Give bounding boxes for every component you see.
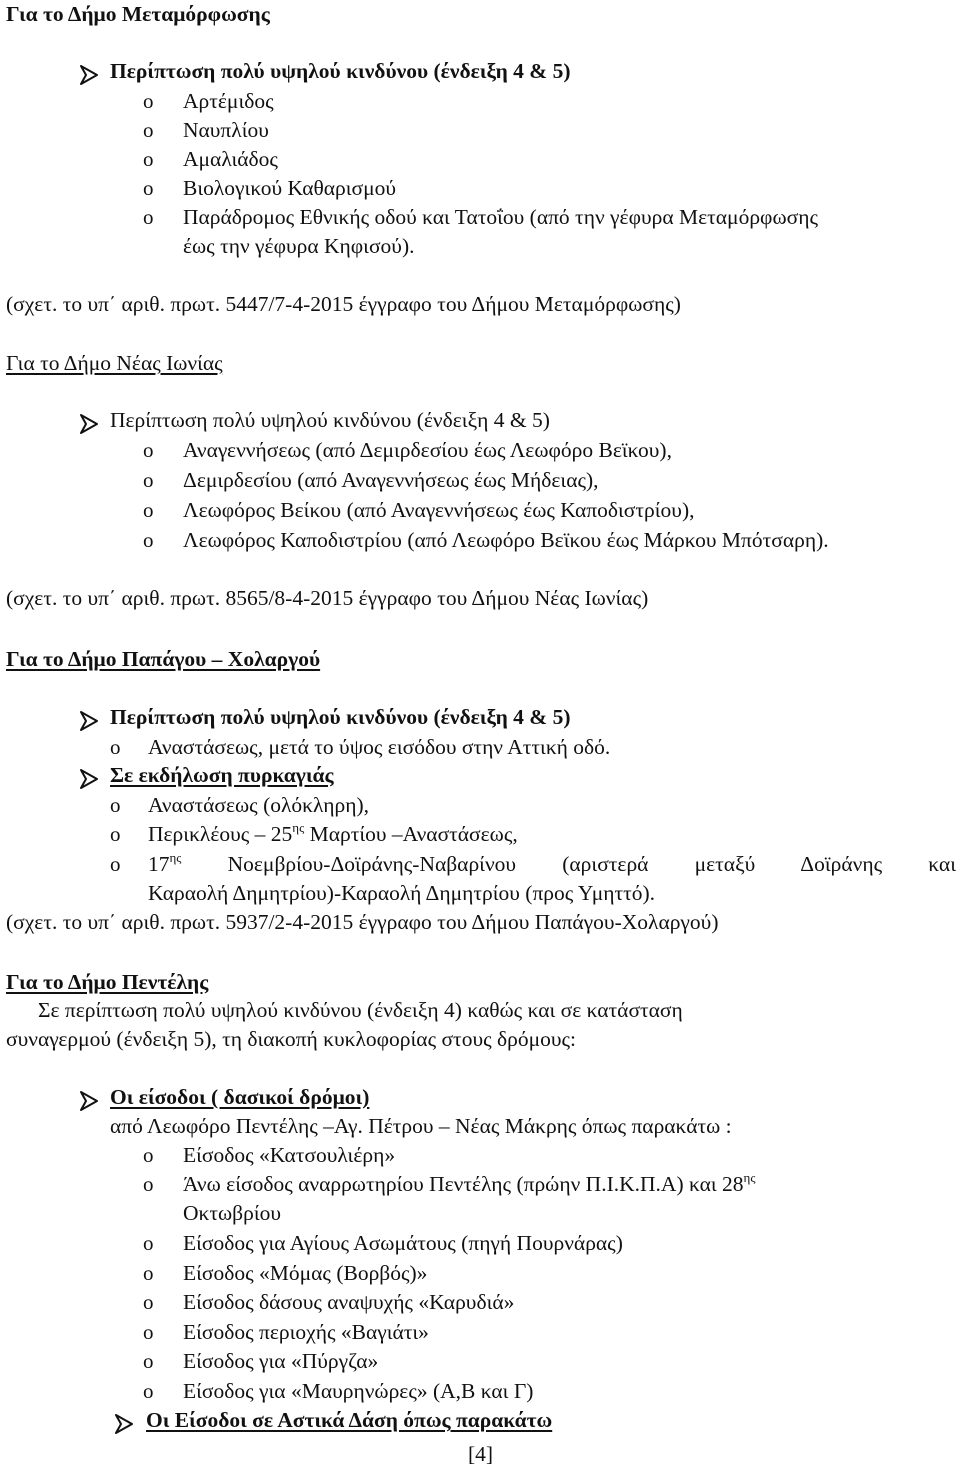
list-item: Αναγεννήσεως (από Δεμιρδεσίου έως Λεωφόρο Βεϊκου), [183,438,672,462]
arrow-bullet-icon [113,1413,135,1435]
list-bullet: o [143,89,154,113]
list-item-continued: Καραολή Δημητρίου)-Καραολή Δημητρίου (προς Υμηττό). [148,881,656,905]
case-label: Περίπτωση πολύ υψηλού κινδύνου (ένδειξη 4 & 5) [110,59,571,83]
list-item-text: 17 [148,852,170,876]
ordinal-suffix: ης [169,850,182,865]
list-item: Είσοδος περιοχής «Βαγιάτι» [183,1320,429,1344]
reference-note: (σχετ. το υπ΄ αριθ. πρωτ. 8565/8-4-2015 έγγραφο του Δήμου Νέας Ιωνίας) [6,586,649,610]
list-item: Αναστάσεως, μετά το ύψος εισόδου στην Αττική οδό. [148,735,611,759]
list-bullet: o [143,468,154,492]
list-bullet: o [143,176,154,200]
list-item: Είσοδος «Μόμας (Βορβός)» [183,1261,428,1285]
list-bullet: o [143,1379,154,1403]
case-label: Περίπτωση πολύ υψηλού κινδύνου (ένδειξη 4 & 5) [110,705,571,729]
list-bullet: o [143,528,154,552]
heading-penteli: Για το Δήμο Πεντέλης [6,970,209,994]
list-item-continued: έως την γέφυρα Κηφισού). [183,234,415,258]
list-bullet: o [143,1320,154,1344]
list-bullet: o [143,1261,154,1285]
list-item: Δεμιρδεσίου (από Αναγεννήσεως έως Μήδειας), [183,468,599,492]
ordinal-suffix: ης [292,820,305,835]
urban-forests-label: Οι Είσοδοι σε Αστικά Δάση όπως παρακάτω [146,1408,553,1432]
list-bullet: o [143,147,154,171]
intro-text: συναγερμού (ένδειξη 5), τη διακοπή κυκλοφορίας στους δρόμους: [6,1027,576,1051]
list-bullet: o [110,852,121,876]
list-bullet: o [143,118,154,142]
arrow-bullet-icon [78,768,100,790]
entrances-label: Οι είσοδοι ( δασικοί δρόμοι) [110,1085,370,1109]
list-item-continued: Οκτωβρίου [183,1201,281,1225]
list-item: Λεωφόρος Βείκου (από Αναγεννήσεως έως Καποδιστρίου), [183,498,695,522]
list-item: Αρτέμιδος [183,89,274,113]
list-bullet: o [143,205,154,229]
list-item: Λεωφόρος Καποδιστρίου (από Λεωφόρο Βεϊκου έως Μάρκου Μπότσαρη). [183,528,829,552]
list-item [148,820,518,850]
ordinal-suffix: ης [743,1170,756,1185]
list-item [148,850,956,880]
list-bullet: o [143,498,154,522]
list-item-text: Άνω είσοδος αναρρωτηρίου Πεντέλης (πρώην Π.Ι.Κ.Π.Α) και 28 [183,1172,744,1196]
from-line: από Λεωφόρο Πεντέλης –Αγ. Πέτρου – Νέας Μάκρης όπως παρακάτω : [110,1114,732,1138]
list-bullet: o [143,1143,154,1167]
list-item: Είσοδος για Αγίους Ασωμάτους (πηγή Πουρνάρας) [183,1231,623,1255]
arrow-bullet-icon [78,413,100,435]
list-bullet: o [110,735,121,759]
list-item: Είσοδος «Κατσουλιέρη» [183,1143,396,1167]
arrow-bullet-icon [78,1090,100,1112]
heading-nea-ionia: Για το Δήμο Νέας Ιωνίας [6,351,223,375]
heading-metamorfosi: Για το Δήμο Μεταμόρφωσης [6,2,270,26]
fire-label: Σε εκδήλωση πυρκαγιάς [110,763,334,787]
list-item: Παράδρομος Εθνικής οδού και Τατοΐου (από την γέφυρα Μεταμόρφωσης [183,205,818,229]
list-item-text: Νοεμβρίου-Δοϊράνης-Ναβαρίνου (αριστερά μεταξύ Δοϊράνης και [181,852,956,876]
reference-note: (σχετ. το υπ΄ αριθ. πρωτ. 5447/7-4-2015 έγγραφο του Δήμου Μεταμόρφωσης) [6,292,681,316]
list-item: Ναυπλίου [183,118,269,142]
list-item: Είσοδος για «Πύργζα» [183,1349,379,1373]
list-bullet: o [110,793,121,817]
list-item: Είσοδος για «Μαυρηνώρες» (Α,Β και Γ) [183,1379,534,1403]
list-bullet: o [143,1290,154,1314]
arrow-bullet-icon [78,710,100,732]
list-item: Είσοδος δάσους αναψυχής «Καρυδιά» [183,1290,515,1314]
list-item: Αμαλιάδος [183,147,278,171]
heading-papagou: Για το Δήμο Παπάγου – Χολαργού [6,647,321,671]
list-bullet: o [143,1231,154,1255]
intro-text: Σε περίπτωση πολύ υψηλού κινδύνου (ένδειξη 4) καθώς και σε κατάσταση [38,998,683,1022]
list-item-text: Περικλέους – 25 [148,822,293,846]
arrow-bullet-icon [78,64,100,86]
list-item: Αναστάσεως (ολόκληρη), [148,793,369,817]
reference-note: (σχετ. το υπ΄ αριθ. πρωτ. 5937/2-4-2015 έγγραφο του Δήμου Παπάγου-Χολαργού) [6,910,719,934]
list-item: Βιολογικού Καθαρισμού [183,176,397,200]
page-number: [4] [468,1442,494,1466]
list-item-text: Μαρτίου –Αναστάσεως, [304,822,518,846]
list-bullet: o [143,438,154,462]
list-bullet: o [143,1349,154,1373]
case-label: Περίπτωση πολύ υψηλού κινδύνου (ένδειξη 4 & 5) [110,408,550,432]
list-bullet: o [143,1172,154,1196]
list-item [183,1170,756,1200]
list-bullet: o [110,822,121,846]
